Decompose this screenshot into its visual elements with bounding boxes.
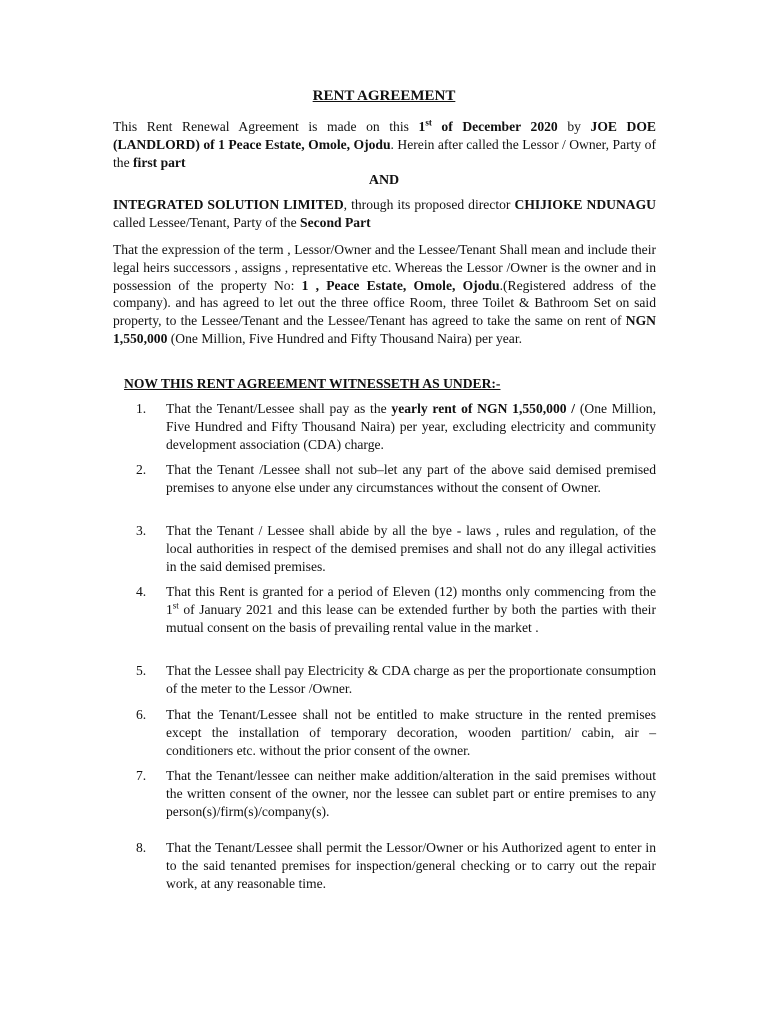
ordinal-suffix: st xyxy=(172,600,179,611)
clause-text-part: of January 2021 and this lease can be extended further by both the parties with their mutual consent on the basis of prevailing rental value in the market . xyxy=(166,601,656,635)
and-separator: AND xyxy=(368,173,400,188)
clause-text: That the Tenant/Lessee shall permit the Lessor/Owner or his Authorized agent to enter in to the said tenanted premises for inspection/general checking or to carry out the repair work, at any reasonable time. xyxy=(166,840,656,891)
intro-text: by xyxy=(557,119,591,134)
first-part-label: first part xyxy=(133,154,186,170)
agreement-day-suffix: st xyxy=(425,117,432,128)
clause-number: 8. xyxy=(136,840,147,855)
lessee-text: called Lessee/Tenant, Party of the xyxy=(113,214,301,230)
expression-text: .(Registered address of the company). and has agreed to let out the three office Room, three Toilet & Bathroom Set on said property, to the Lessee/Tenant and the Lessee/Tenant has agreed to take the same on rent of xyxy=(113,277,656,329)
expression-text: That the expression of the term , Lessor/Owner and the Lessee/Tenant Shall mean and include their legal heirs successors , assigns , representative etc. Whereas the Lessor /Owner is the owner and in possession of the property No: xyxy=(113,242,656,293)
clause-number: 5. xyxy=(136,663,147,678)
clause-number: 1. xyxy=(136,401,147,416)
clause-number: 3. xyxy=(136,523,147,538)
clause-text-part: (One Million, Five Hundred and Fifty Thousand Naira) per year, excluding electricity and community development association (CDA) charge. xyxy=(166,401,656,452)
witness-heading: NOW THIS RENT AGREEMENT WITNESSETH AS UNDER:- xyxy=(124,376,501,391)
clause-text-part: That this Rent is granted for a period of Eleven (12) months only commencing from the 1 xyxy=(166,584,656,617)
document-title: RENT AGREEMENT xyxy=(312,88,456,104)
clause-number: 4. xyxy=(136,584,147,599)
lessee-paragraph xyxy=(113,196,656,232)
clause-number: 6. xyxy=(136,707,147,722)
clause-text: That the Tenant / Lessee shall abide by all the bye - laws , rules and regulation, of the local authorities in respect of the demised premises and shall not do any illegal activities in the said demised premises. xyxy=(166,523,656,574)
lessee-text: , through its proposed director xyxy=(343,197,515,212)
clause-text: That the Tenant/Lessee shall not be entitled to make structure in the rented premises except the installation of temporary decoration, wooden partition/ cabin, air – conditioners etc. without the prior consent of the owner. xyxy=(166,707,656,758)
second-part-label: Second Part xyxy=(300,214,371,230)
clause-text: That the Tenant /Lessee shall not sub–let any part of the above said demised premised premises to anyone else under any circumstances without the consent of Owner. xyxy=(166,462,656,495)
clause-text: That the Tenant/lessee can neither make addition/alteration in the said premises without the written consent of the owner, nor the lessee can sublet part or entire premises to any person(s)/firm(s)/company(s). xyxy=(166,768,656,819)
clause-text: That the Lessee shall pay Electricity & CDA charge as per the proportionate consumption of the meter to the Lessor /Owner. xyxy=(166,663,656,696)
yearly-rent: yearly rent of NGN 1,550,000 / xyxy=(391,401,576,416)
lessor-name: JOE DOE (LANDLORD) of 1 Peace Estate, Omole, Ojodu xyxy=(113,119,657,152)
clause-text xyxy=(166,583,656,636)
property-address: 1 , Peace Estate, Omole, Ojodu xyxy=(301,277,500,293)
agreement-date: of December 2020 xyxy=(431,119,558,134)
intro-text: . Herein after called the Lessor / Owner, Party of the xyxy=(113,136,656,170)
intro-paragraph xyxy=(113,118,656,171)
director-name: CHIJIOKE NDUNAGU xyxy=(514,197,656,212)
clause-text-part: That the Tenant/Lessee shall pay as the xyxy=(166,401,392,416)
lessee-company: INTEGRATED SOLUTION LIMITED xyxy=(113,197,344,212)
clause-number: 2. xyxy=(136,462,147,477)
rent-amount: NGN 1,550,000 xyxy=(113,313,656,346)
agreement-day: 1 xyxy=(418,119,426,134)
expression-text: (One Million, Five Hundred and Fifty Thousand Naira) per year. xyxy=(167,330,522,346)
clause-text xyxy=(166,400,656,453)
clause-number: 7. xyxy=(136,768,147,783)
expression-paragraph xyxy=(113,241,656,348)
intro-text: This Rent Renewal Agreement is made on this xyxy=(113,119,419,134)
